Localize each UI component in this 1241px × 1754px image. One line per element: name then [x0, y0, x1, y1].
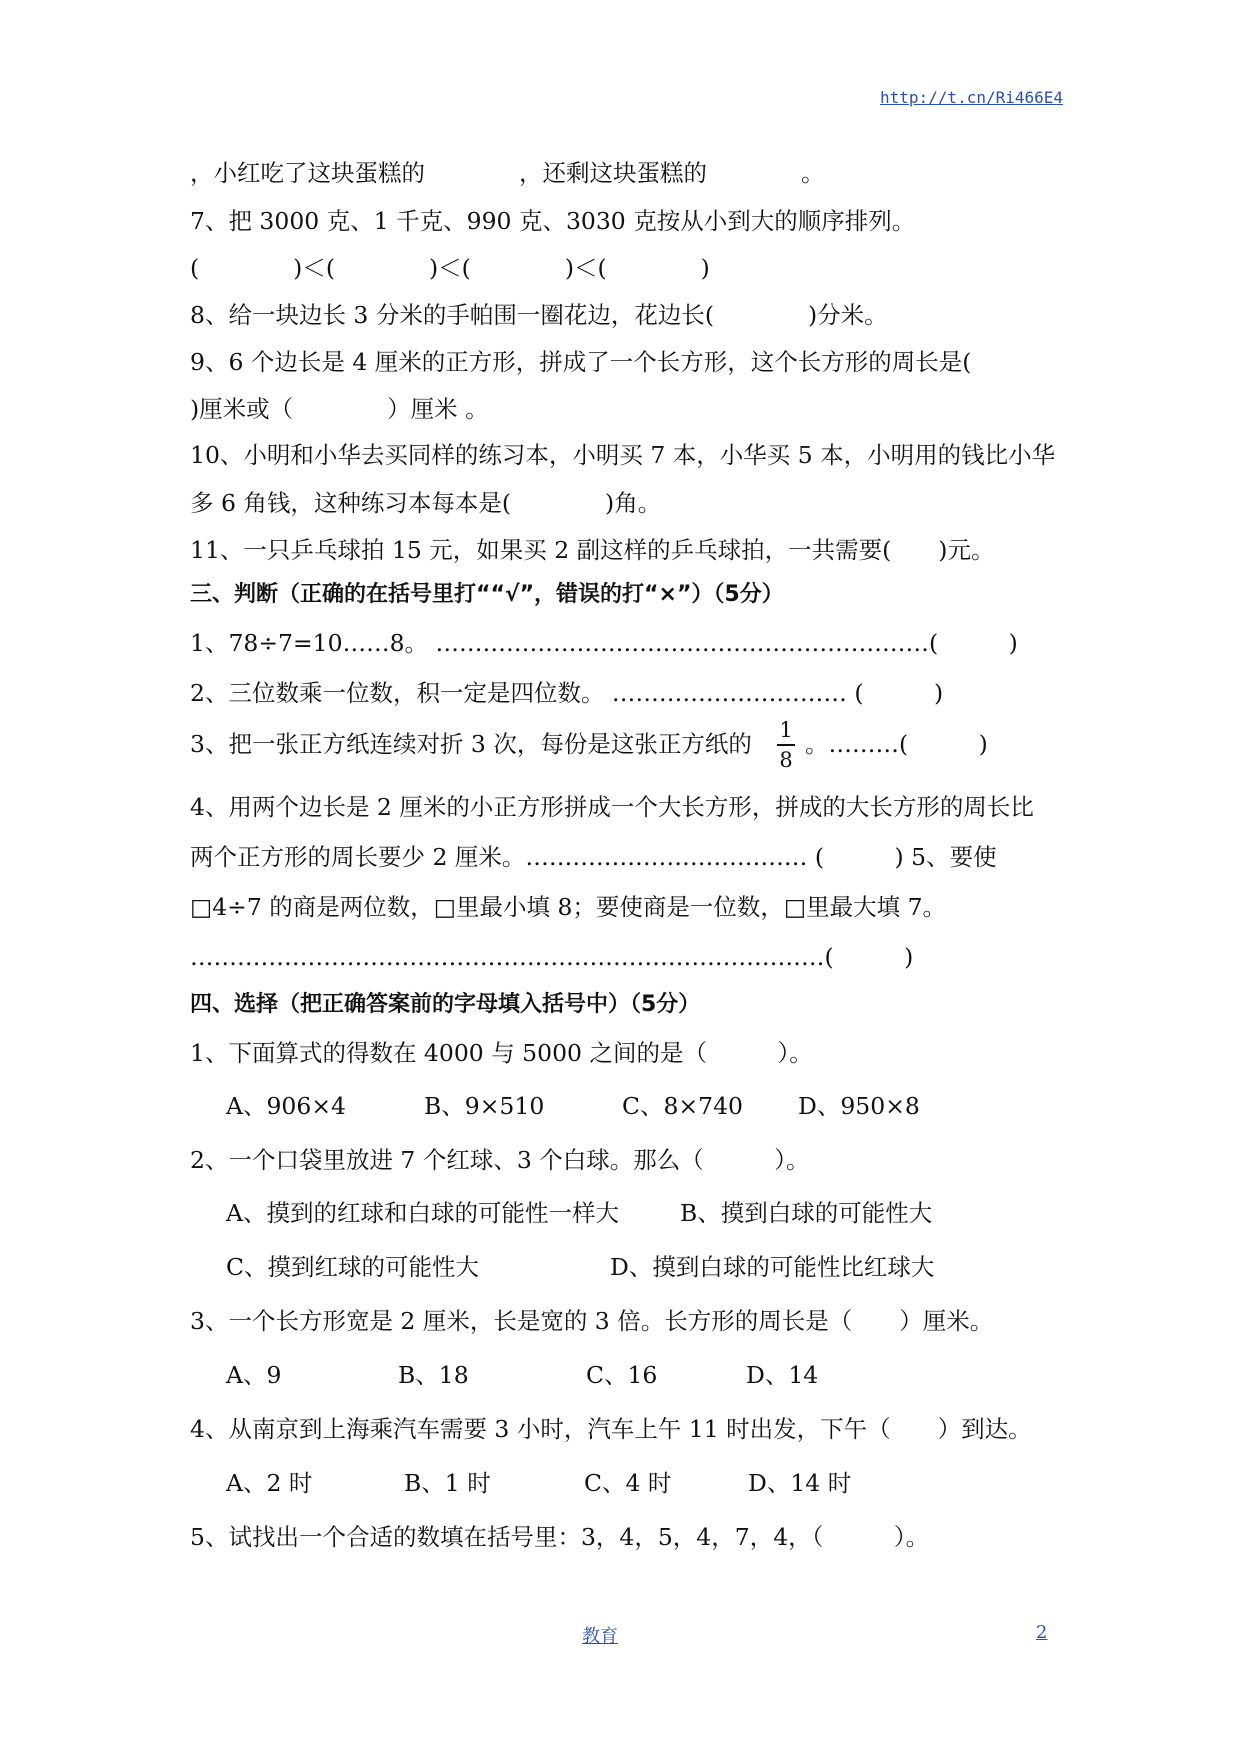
choice-q5: 5、试找出一个合适的数填在括号里：3，4，5，4，7，4，（ ）。	[190, 1523, 930, 1551]
question-9: 9、6 个边长是 4 厘米的正方形，拼成了一个长方形，这个长方形的周长是(	[190, 348, 972, 376]
judge-q3: 3、把一张正方纸连续对折 3 次，每份是这张正方纸的	[190, 730, 752, 758]
judge-q5: □4÷7 的商是两位数，□里最小填 8；要使商是一位数，□里最大填 7。	[190, 893, 947, 921]
choice-q4-option-a: A、2 时	[226, 1469, 313, 1497]
choice-q3-option-c: C、16	[586, 1361, 658, 1389]
choice-q4-option-b: B、1 时	[404, 1469, 491, 1497]
choice-q2: 2、一个口袋里放进 7 个红球、3 个白球。那么（ ）。	[190, 1146, 810, 1174]
section-4-heading: 四、选择（把正确答案前的字母填入括号中）（5分）	[190, 992, 701, 1017]
question-9-cont: )厘米或（ ）厘米 。	[190, 395, 489, 423]
footer-link[interactable]: 教育	[582, 1626, 618, 1647]
fraction-numerator: 1	[779, 718, 793, 742]
fraction-bar	[777, 744, 795, 746]
choice-q4-option-d: D、14 时	[748, 1469, 852, 1497]
choice-q2-option-d: D、摸到白球的可能性比红球大	[610, 1253, 935, 1281]
choice-q2-option-a: A、摸到的红球和白球的可能性一样大	[226, 1199, 619, 1227]
judge-q2: 2、三位数乘一位数，积一定是四位数。 ………………………… ( )	[190, 679, 944, 707]
judge-q3-tail: 。………( )	[805, 730, 988, 758]
choice-q3: 3、一个长方形宽是 2 厘米，长是宽的 3 倍。长方形的周长是（ ）厘米。	[190, 1307, 994, 1335]
choice-q4: 4、从南京到上海乘汽车需要 3 小时，汽车上午 11 时出发，下午（ ）到达。	[190, 1415, 1032, 1443]
question-7: 7、把 3000 克、1 千克、990 克、3030 克按从小到大的顺序排列。	[190, 207, 916, 235]
choice-q1-option-c: C、8×740	[622, 1092, 743, 1120]
choice-q1-option-a: A、906×4	[226, 1092, 346, 1120]
choice-q1-option-b: B、9×510	[424, 1092, 545, 1120]
judge-q4-cont: 两个正方形的周长要少 2 厘米。……………………………… ( ) 5、要使	[190, 843, 997, 871]
text-line-1: ，小红吃了这块蛋糕的 ，还剩这块蛋糕的 。	[190, 159, 825, 187]
choice-q2-option-b: B、摸到白球的可能性大	[680, 1199, 933, 1227]
judge-q4: 4、用两个边长是 2 厘米的小正方形拼成一个大长方形，拼成的大长方形的周长比	[190, 793, 1034, 821]
question-11: 11、一只乒乓球拍 15 元，如果买 2 副这样的乒乓球拍，一共需要( )元。	[190, 536, 995, 564]
choice-q4-option-c: C、4 时	[584, 1469, 672, 1497]
choice-q1: 1、下面算式的得数在 4000 与 5000 之间的是（ ）。	[190, 1039, 813, 1067]
question-10-cont: 多 6 角钱，这种练习本每本是( )角。	[190, 489, 662, 517]
choice-q3-option-d: D、14	[746, 1361, 819, 1389]
choice-q2-option-c: C、摸到红球的可能性大	[226, 1253, 479, 1281]
question-7-blanks: ( )＜( )＜( )＜( )	[190, 254, 710, 282]
section-3-heading: 三、判断（正确的在括号里打““√”，错误的打“×”）（5分）	[190, 582, 784, 607]
question-10: 10、小明和小华去买同样的练习本，小明买 7 本，小华买 5 本，小明用的钱比小华	[190, 441, 1056, 469]
choice-q3-option-a: A、9	[226, 1361, 282, 1389]
judge-q1: 1、78÷7=10……8。 ………………………………………………………( )	[190, 629, 1018, 657]
question-8: 8、给一块边长 3 分米的手帕围一圈花边，花边长( )分米。	[190, 301, 888, 329]
judge-q5-dots: ………………………………………………………………………( )	[190, 943, 914, 971]
header-url-link[interactable]: http://t.cn/Ri466E4	[880, 88, 1064, 107]
fraction-denominator: 8	[779, 747, 793, 772]
choice-q1-option-d: D、950×8	[798, 1092, 920, 1120]
choice-q3-option-b: B、18	[398, 1361, 469, 1389]
page-number: 2	[1036, 1622, 1048, 1643]
fraction-one-eighth	[774, 718, 798, 772]
